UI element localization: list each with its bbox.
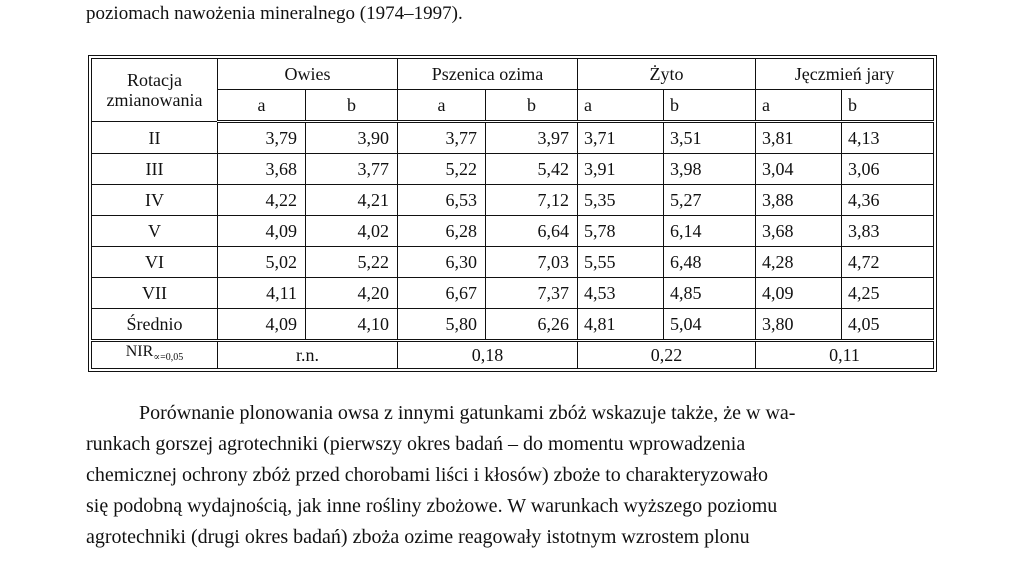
yield-cell: 4,20 (306, 278, 398, 309)
yield-cell: 4,05 (842, 309, 934, 341)
crop-header-pszenica: Pszenica ozima (398, 59, 578, 90)
table-row (92, 278, 934, 309)
yield-cell: 4,13 (842, 122, 934, 154)
yield-cell: 4,25 (842, 278, 934, 309)
yield-cell: 7,12 (486, 185, 578, 216)
table-row (92, 216, 934, 247)
yield-cell: 3,71 (578, 122, 664, 154)
yield-table-frame (88, 55, 937, 372)
yield-cell: 3,88 (756, 185, 842, 216)
yield-cell: 6,67 (398, 278, 486, 309)
sub-header-a: a (398, 90, 486, 122)
sub-header-b: b (664, 90, 756, 122)
yield-cell: 7,03 (486, 247, 578, 278)
nir-row (92, 341, 934, 369)
yield-cell: 3,51 (664, 122, 756, 154)
sub-header-a: a (218, 90, 306, 122)
yield-cell: 5,55 (578, 247, 664, 278)
rotation-label: VI (92, 247, 218, 278)
sub-header-b: b (306, 90, 398, 122)
yield-cell: 4,09 (756, 278, 842, 309)
yield-cell: 5,78 (578, 216, 664, 247)
rotation-label: Średnio (92, 309, 218, 341)
yield-table (91, 58, 934, 369)
crop-header-zyto: Żyto (578, 59, 756, 90)
yield-cell: 7,37 (486, 278, 578, 309)
paragraph-line: Porównanie plonowania owsa z innymi gatunkami zbóż wskazuje także, że w wa- (139, 402, 796, 424)
header-row-crops (92, 59, 934, 90)
yield-cell: 4,22 (218, 185, 306, 216)
yield-cell: 3,90 (306, 122, 398, 154)
paragraph-line: chemicznej ochrony zbóż przed chorobami liści i kłosów) zboże to charakteryzowało (86, 464, 768, 486)
crop-header-owies: Owies (218, 59, 398, 90)
rotation-header-line1: Rotacja (127, 70, 182, 90)
header-row-levels (92, 90, 934, 122)
yield-cell: 4,11 (218, 278, 306, 309)
yield-cell: 5,22 (398, 154, 486, 185)
table-caption: poziomach nawożenia mineralnego (1974–1997). (86, 3, 463, 24)
yield-cell: 3,68 (218, 154, 306, 185)
yield-cell: 4,10 (306, 309, 398, 341)
sub-header-b: b (486, 90, 578, 122)
yield-cell: 4,09 (218, 216, 306, 247)
table-body (92, 122, 934, 341)
rotation-label: V (92, 216, 218, 247)
paragraph-line: się podobną wydajnością, jak inne rośliny zbożowe. W warunkach wyższego poziomu (86, 495, 778, 517)
table-row (92, 247, 934, 278)
yield-cell: 3,04 (756, 154, 842, 185)
sub-header-a: a (578, 90, 664, 122)
yield-cell: 4,02 (306, 216, 398, 247)
sub-header-a: a (756, 90, 842, 122)
nir-value-owies: r.n. (218, 341, 398, 369)
yield-cell: 3,80 (756, 309, 842, 341)
rotation-label: VII (92, 278, 218, 309)
yield-cell: 4,85 (664, 278, 756, 309)
yield-cell: 5,35 (578, 185, 664, 216)
nir-value-pszenica: 0,18 (398, 341, 578, 369)
rotation-label: IV (92, 185, 218, 216)
yield-cell: 3,06 (842, 154, 934, 185)
body-paragraph (86, 398, 938, 553)
yield-cell: 3,98 (664, 154, 756, 185)
yield-cell: 4,53 (578, 278, 664, 309)
table-row (92, 154, 934, 185)
yield-cell: 4,21 (306, 185, 398, 216)
rotation-header (92, 59, 218, 122)
nir-value-jeczmien: 0,11 (756, 341, 934, 369)
yield-cell: 6,26 (486, 309, 578, 341)
table-row (92, 309, 934, 341)
nir-value-zyto: 0,22 (578, 341, 756, 369)
yield-cell: 4,72 (842, 247, 934, 278)
table-row (92, 185, 934, 216)
rotation-header-line2: zmianowania (106, 90, 203, 110)
yield-cell: 5,27 (664, 185, 756, 216)
sub-header-b: b (842, 90, 934, 122)
yield-cell: 5,22 (306, 247, 398, 278)
yield-cell: 6,28 (398, 216, 486, 247)
yield-cell: 6,30 (398, 247, 486, 278)
yield-cell: 3,77 (398, 122, 486, 154)
rotation-label: II (92, 122, 218, 154)
yield-cell: 3,81 (756, 122, 842, 154)
yield-cell: 3,97 (486, 122, 578, 154)
yield-cell: 3,77 (306, 154, 398, 185)
nir-label: $NIR_{\propto=0,05}$ (92, 341, 218, 369)
yield-cell: 5,42 (486, 154, 578, 185)
rotation-label: III (92, 154, 218, 185)
table-row (92, 122, 934, 154)
yield-cell: 3,83 (842, 216, 934, 247)
yield-cell: 6,48 (664, 247, 756, 278)
yield-cell: 4,09 (218, 309, 306, 341)
yield-cell: 5,04 (664, 309, 756, 341)
yield-cell: 4,28 (756, 247, 842, 278)
nir-subscript: ∝=0,05 (153, 352, 184, 364)
crop-header-jeczmien: Jęczmień jary (756, 59, 934, 90)
yield-cell: 3,68 (756, 216, 842, 247)
paragraph-line: agrotechniki (drugi okres badań) zboża ozime reagowały istotnym wzrostem plonu (86, 526, 750, 548)
yield-cell: 6,14 (664, 216, 756, 247)
yield-cell: 5,80 (398, 309, 486, 341)
yield-cell: 6,64 (486, 216, 578, 247)
yield-cell: 4,36 (842, 185, 934, 216)
paragraph-line: runkach gorszej agrotechniki (pierwszy okres badań – do momentu wprowadzenia (86, 433, 746, 455)
yield-cell: 3,91 (578, 154, 664, 185)
yield-cell: 3,79 (218, 122, 306, 154)
yield-cell: 4,81 (578, 309, 664, 341)
yield-cell: 5,02 (218, 247, 306, 278)
yield-cell: 6,53 (398, 185, 486, 216)
